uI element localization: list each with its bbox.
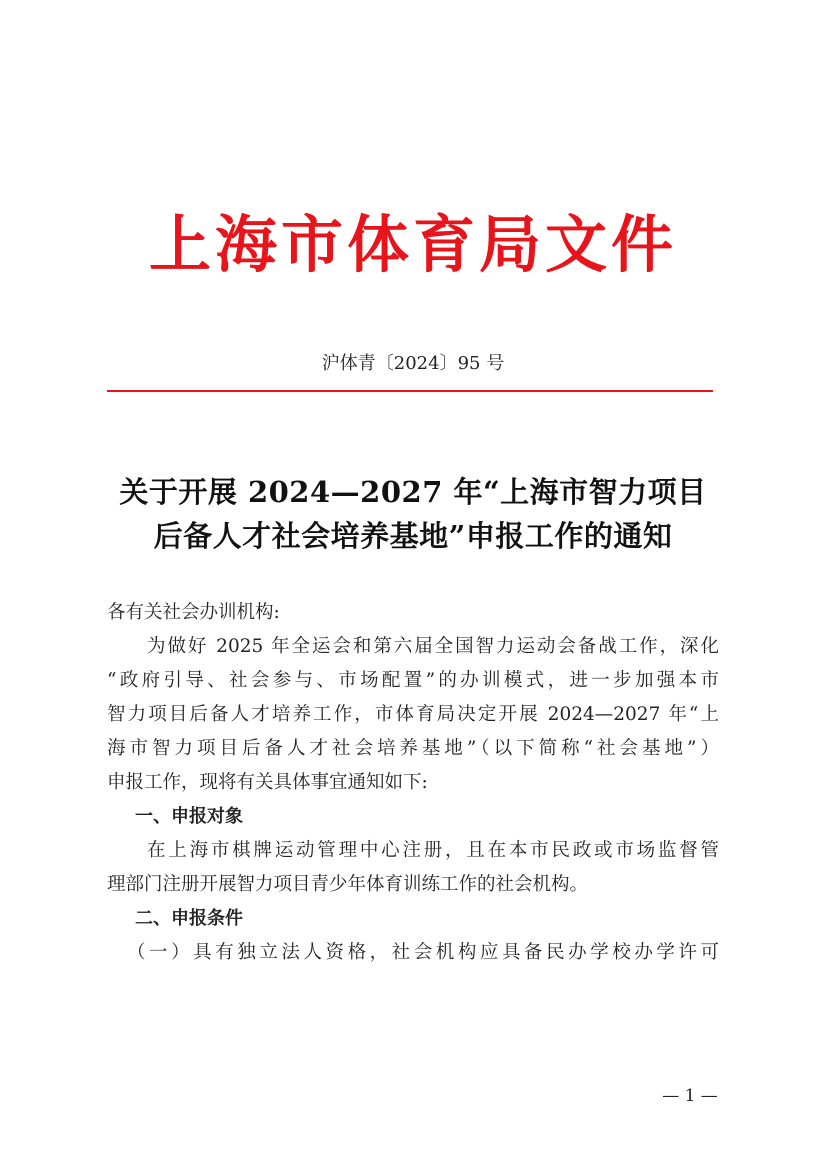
red-divider-line [107, 390, 713, 392]
section-heading-conditions: 二、申报条件 [135, 908, 243, 929]
paragraph-line: 智力项目后备人才培养工作，市体育局决定开展 2024—2027 年“上 [107, 704, 719, 725]
section-heading-applicants: 一、申报对象 [135, 806, 243, 827]
document-header-title: 上海市体育局文件 [148, 208, 677, 281]
paragraph-line: 为做好 2025 年全运会和第六届全国智力运动会备战工作，深化 [147, 636, 719, 657]
paragraph-line: （一）具有独立法人资格，社会机构应具备民办学校办学许可 [127, 942, 719, 963]
paragraph-line: 申报工作，现将有关具体事宜通知如下: [107, 772, 428, 793]
paragraph-line: 海市智力项目后备人才社会培养基地”（以下简称“社会基地”） [107, 738, 719, 759]
notice-body [107, 596, 719, 970]
paragraph-line: 在上海市棋牌运动管理中心注册，且在本市民政或市场监督管 [147, 840, 719, 861]
paragraph-applicants [107, 834, 719, 902]
notice-title-line-2: 后备人才社会培养基地”申报工作的通知 [153, 519, 673, 553]
paragraph-line: 理部门注册开展智力项目青少年体育训练工作的社会机构。 [107, 874, 589, 895]
notice-title [100, 470, 726, 558]
document-number: 沪体青〔2024〕95 号 [321, 353, 505, 374]
paragraph-conditions [107, 936, 719, 970]
notice-title-line-1: 关于开展 2024—2027 年“上海市智力项目 [119, 475, 707, 509]
paragraph-intro [107, 630, 719, 800]
page-number: — 1 — [662, 1086, 718, 1106]
paragraph-line: “政府引导、社会参与、市场配置”的办训模式，进一步加强本市 [107, 670, 719, 691]
salutation: 各有关社会办训机构: [107, 602, 280, 623]
